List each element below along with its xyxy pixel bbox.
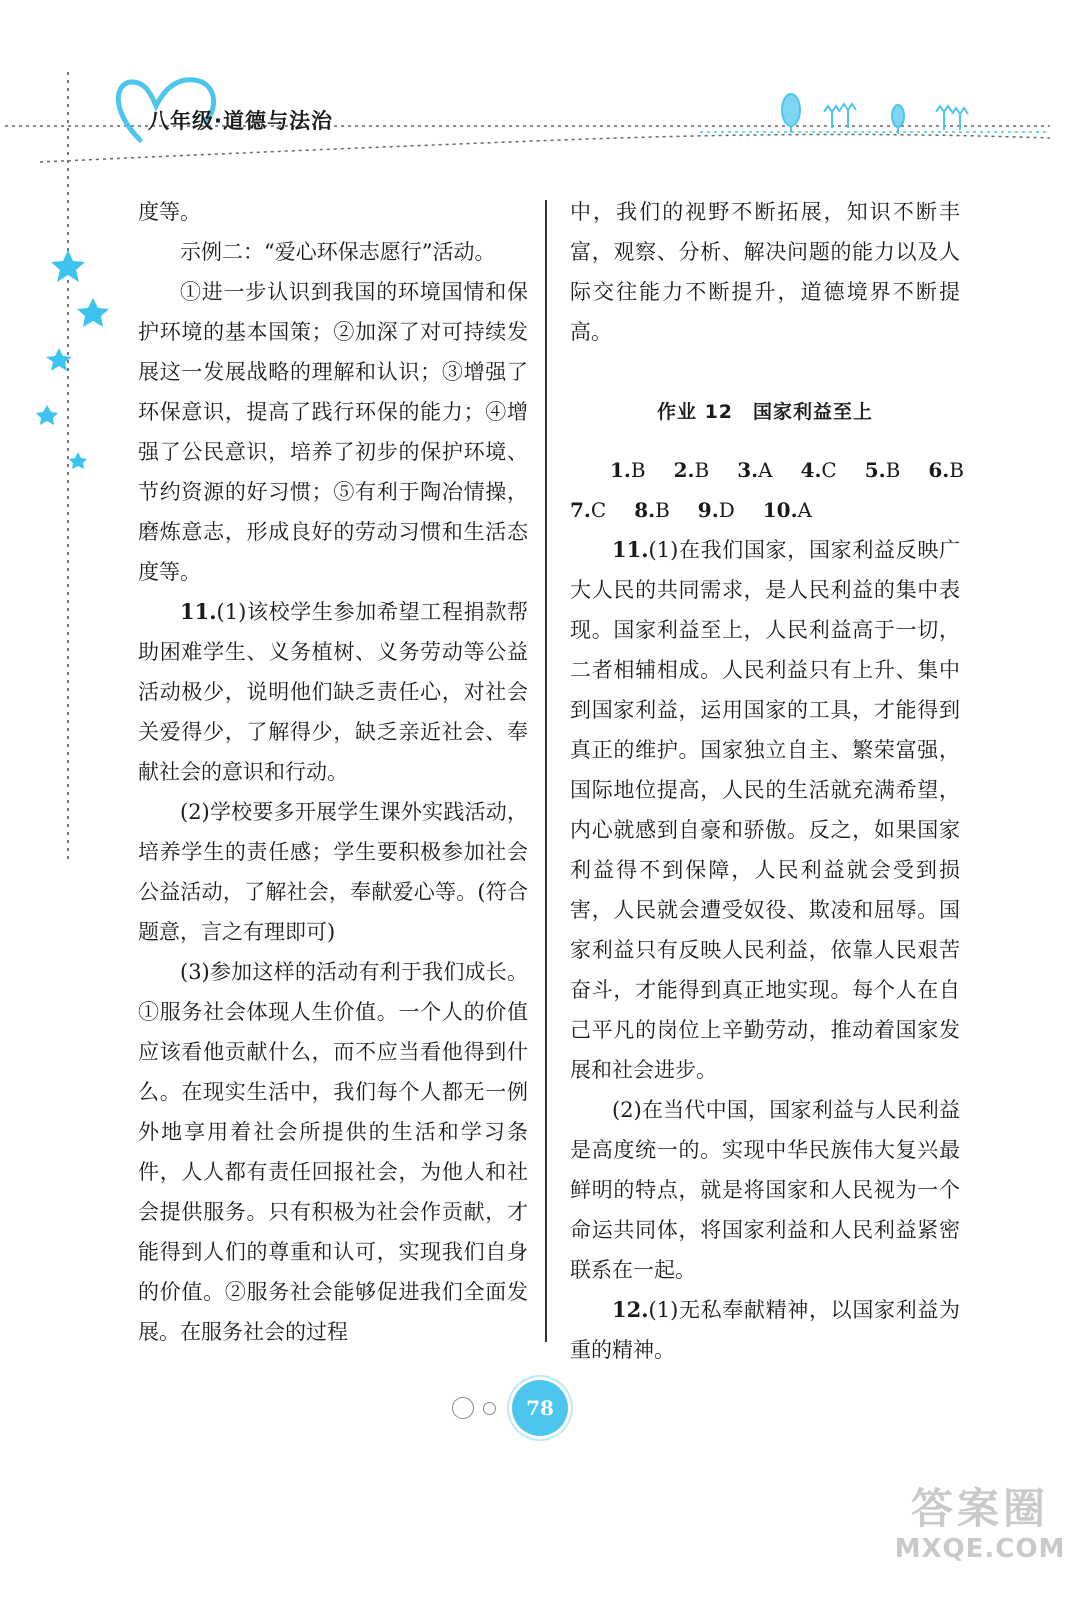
mc-number: 9.: [697, 498, 719, 522]
mc-number: 4.: [800, 458, 822, 482]
page-number: 78: [512, 1380, 568, 1436]
question-12-part-1: [570, 1290, 960, 1370]
section-title: 作业 12 国家利益至上: [656, 401, 874, 423]
question-11-part-1: [138, 592, 528, 792]
paragraph: (2)学校要多开展学生课外实践活动，培养学生的责任感；学生要积极参加社会公益活动，了解社会，奉献爱心等。(符合题意，言之有理即可): [138, 800, 528, 944]
answer-text: (1)该校学生参加希望工程捐款帮助困难学生、义务植树、义务劳动等公益活动极少，说明他们缺乏责任心，对社会关爱得少，了解得少，缺乏亲近社会、奉献社会的意识和行动。: [138, 600, 528, 784]
mc-letter: B: [694, 458, 710, 482]
mc-answer: [570, 498, 620, 522]
right-column: [570, 192, 964, 1370]
mc-answer: [737, 458, 786, 482]
mc-number: 5.: [864, 458, 886, 482]
question-number: 11.: [612, 537, 649, 562]
tulip-icon: [952, 108, 968, 130]
mc-answer: [674, 458, 724, 482]
tulip-icon: [840, 104, 856, 128]
mc-answer: [801, 458, 851, 482]
mc-number: 1.: [610, 458, 631, 482]
mc-letter: A: [797, 498, 812, 522]
paragraph: 示例二：“爱心环保志愿行”活动。: [180, 240, 496, 264]
watermark-logo: [890, 1484, 1070, 1564]
star-icon: [36, 405, 58, 425]
mc-number: 8.: [634, 498, 656, 522]
mc-letter: B: [630, 458, 646, 482]
watermark-text: 答案圈: [910, 1484, 1049, 1533]
mc-number: 7.: [570, 498, 591, 522]
star-icon: [51, 250, 85, 282]
multiple-choice-answers: [570, 450, 964, 490]
star-icon: [77, 298, 109, 327]
answer-text: (1)无私奉献精神，以国家利益为重的精神。: [570, 1298, 960, 1362]
tulip-decoration: [782, 94, 968, 134]
mc-letter: C: [821, 458, 837, 482]
mc-letter: B: [949, 458, 964, 482]
page-number-decoration-circle: [452, 1397, 474, 1419]
page-number-decoration-circle: [483, 1402, 496, 1415]
question-number: 12.: [612, 1297, 649, 1322]
paragraph: ①进一步认识到我国的环境国情和保护环境的基本国策；②加深了对可持续发展这一发展战略的理解和认识；③增强了环保意识，提高了践行环保的能力；④增强了公民意识，培养了初步的保护环境、节约资源的好习惯；⑤有利于陶冶情操，磨炼意志，形成良好的劳动习惯和生活态度等。: [138, 280, 528, 584]
mc-answer: [634, 498, 684, 522]
mc-letter: B: [655, 498, 670, 522]
paragraph: 中，我们的视野不断拓展，知识不断丰富，观察、分析、解决问题的能力以及人际交往能力不断提升，道德境界不断提高。: [570, 200, 960, 344]
multiple-choice-answers: [570, 490, 960, 530]
tulip-icon: [936, 106, 952, 130]
watermark-url: MXQE.COM: [894, 1534, 1066, 1564]
mc-number: 6.: [928, 458, 950, 482]
mc-answer: [865, 458, 915, 482]
column-divider: [545, 200, 547, 1342]
star-icon: [46, 348, 72, 371]
tulip-icon: [824, 106, 840, 128]
mc-letter: C: [590, 498, 607, 522]
mc-letter: B: [885, 458, 901, 482]
header-dotted-curve: [40, 134, 1050, 162]
mc-answer: [928, 458, 978, 482]
leaf-icon: [892, 105, 904, 127]
answer-text: (1)在我们国家，国家利益反映广大人民的共同需求，是人民利益的集中表现。国家利益至上，人民利益高于一切，二者相辅相成。人民利益只有上升、集中到国家利益，运用国家的工具，才能得到真正的维护。国家独立自主、繁荣富强，国际地位提高，人民的生活就充满希望，内心就感到自豪和骄傲。反之，如果国家利益得不到保障，人民利益就会受到损害，人民就会遭受奴役、欺凌和屈辱。国家利益只有反映人民利益，依靠人民艰苦奋斗，才能得到真正地实现。每个人在自己平凡的岗位上辛勤劳动，推动着国家发展和社会进步。: [570, 538, 960, 1082]
question-11-part-1: [570, 530, 960, 1090]
mc-letter: D: [718, 498, 735, 522]
mc-number: 3.: [737, 458, 759, 482]
star-icons: [36, 250, 109, 469]
leaf-icon: [782, 94, 800, 126]
question-number: 11.: [180, 599, 217, 624]
mc-answer: [698, 498, 749, 522]
paragraph: 度等。: [138, 200, 201, 224]
question-11-part-2: (2)在当代中国，国家利益与人民利益是高度统一的。实现中华民族伟大复兴最鲜明的特点，就是将国家和人民视为一个命运共同体，将国家利益和人民利益紧密联系在一起。: [570, 1098, 960, 1282]
mc-number: 2.: [673, 458, 695, 482]
paragraph: (3)参加这样的活动有利于我们成长。①服务社会体现人生价值。一个人的价值应该看他贡献什么，而不应当看他得到什么。在现实生活中，我们每个人都无一例外地享用着社会所提供的生活和学习条件，人人都有责任回报社会，为他人和社会提供服务。只有积极为社会作贡献，才能得到人们的尊重和认可，实现我们自身的价值。②服务社会能够促进我们全面发展。在服务社会的过程: [138, 960, 528, 1344]
mc-letter: A: [758, 458, 773, 482]
star-icon: [69, 452, 87, 469]
book-title: 八年级·道德与法治: [148, 109, 333, 133]
mc-number: 10.: [762, 498, 798, 522]
left-column: [138, 192, 528, 1352]
mc-answer: [763, 498, 826, 522]
mc-answer: [610, 458, 660, 482]
